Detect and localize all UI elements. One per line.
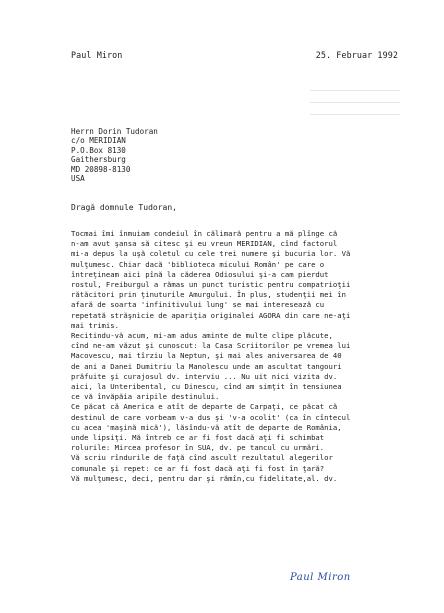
faint-ruled-lines	[310, 90, 400, 126]
body-line: repetată străşnicie de apariţia originalei AGORA din care ne-aţi	[71, 310, 351, 320]
body-line: ce vă învăpăia aripile destinului.	[71, 392, 220, 402]
body-line: de ani a Danei Dumitriu la Manolescu unde am ascultat tangouri	[71, 361, 342, 371]
body-line: Tocmai îmi înmuiam condeiul în călimară pentru a mă plînge că	[71, 229, 338, 238]
recipient-address	[71, 127, 158, 183]
sender-name: Paul Miron	[71, 50, 123, 60]
body-line: rolurile: Mircea profesor în SUA, dv. pe tancul cu urmări.	[71, 443, 325, 453]
body-line: mai trimis.	[71, 320, 120, 330]
address-line: P.O.Box 8130	[71, 145, 126, 155]
body-line: n-am avut şansa să citesc şi eu vreun MERIDIAN, cînd factorul	[71, 239, 338, 249]
letter-date: 25. Februar 1992	[315, 50, 398, 60]
handwritten-signature: Paul Miron	[290, 572, 351, 583]
letter-body	[71, 229, 426, 484]
address-line: USA	[71, 174, 85, 184]
body-line: rostul, Freiburgul a rămas un punct turistic pentru compatrioţii	[71, 280, 351, 290]
body-line: cînd ne-am văzut şi cunoscut: la Casa Scriitorilor pe vremea lui	[71, 341, 351, 351]
body-line: destinul de care vorbeam v-a dus şi 'v-a ocolit' (ca în cîntecul	[71, 412, 351, 422]
address-line: MD 20898-8130	[71, 164, 131, 174]
address-line: Gaithersburg	[71, 155, 126, 165]
body-line: cu acea 'maşină mică'), lăsîndu-vă atît de departe de România,	[71, 422, 342, 432]
body-line: întreţineam aici pînă la căderea Odiosului şi-a cam pierdut	[71, 269, 329, 279]
address-line: Herrn Dorin Tudoran	[71, 127, 158, 136]
body-line: comunale şi repet: ce ar fi fost dacă aţi fi fost în ţară?	[71, 463, 325, 473]
body-line: Macovescu, mai tîrziu la Neptun, şi mai ales aniversarea de 40	[71, 351, 342, 361]
body-line: Vă mulţumesc, deci, pentru dar şi rămîn,cu fidelitate,al. dv.	[71, 473, 338, 483]
body-line: unde lipsiţi. Mă întreb ce ar fi fost dacă aţi fi schimbat	[71, 433, 325, 443]
body-line: Vă scriu rîndurile de faţă cînd ascult rezultatul alegerilor	[71, 453, 333, 463]
body-line: mi-a depus la uşă coletul cu cele trei numere şi bucuria lor. Vă	[71, 249, 351, 259]
body-line: Recitindu-vă acum, mi-am adus aminte de multe clipe plăcute,	[71, 331, 333, 341]
body-line: Ce păcat că America e atît de departe de Carpaţi, ce păcat că	[71, 402, 338, 412]
body-line: rătăcitori prin ţinuturile Amurgului. În plus, studenţii mei în	[71, 290, 346, 300]
body-line: prăfuite şi curajosul dv. interviu ... Nu uit nici vizita dv.	[71, 371, 338, 381]
body-line: mulţumesc. Chiar dacă 'biblioteca micului Român' pe care o	[71, 259, 325, 269]
address-line: c/o MERIDIAN	[71, 136, 126, 146]
body-line: afară de soarta 'infinitivului lung' se mai interesează cu	[71, 300, 325, 310]
body-line: aici, la Unteribental, cu Dinescu, cînd am simţit în tensiunea	[71, 382, 342, 392]
greeting: Dragă domnule Tudoran,	[71, 203, 177, 212]
